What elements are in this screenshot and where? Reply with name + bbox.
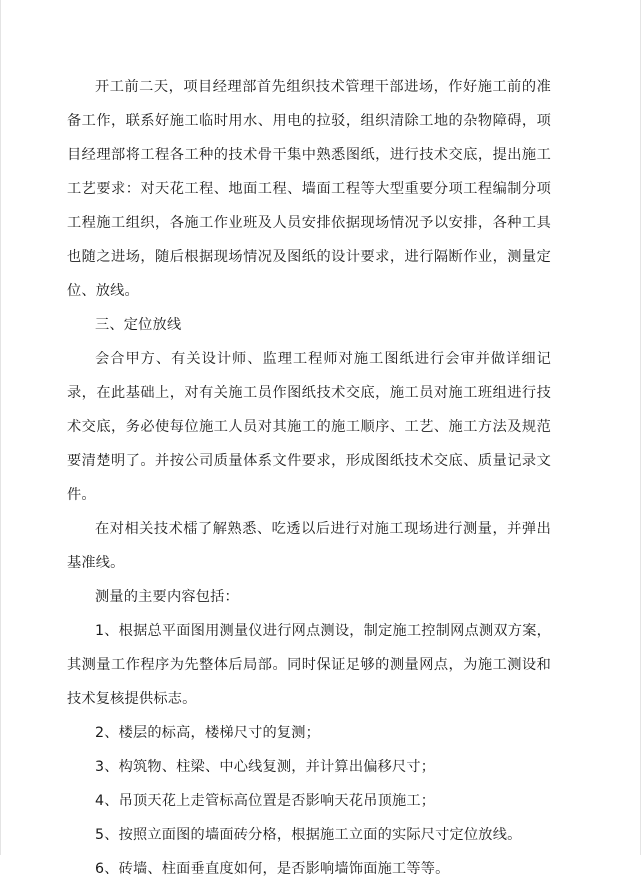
list-item: 1、根据总平面图用测量仪进行网点测设，制定施工控制网点测双方案，其测量工作程序为先整体后局部。同时保证足够的测量网点，为施工测设和技术复核提供标志。 [67, 623, 551, 707]
list-item: 3、构筑物、柱梁、中心线复测，并计算出偏移尺寸； [95, 759, 436, 775]
paragraph-preparation: 开工前二天，项目经理部首先组织技术管理干部进场，作好施工前的准备工作，联系好施工临时用水、用电的拉驳，组织清除工地的杂物障碍，项目经理部将工程各工种的技术骨干集中熟悉图纸，进行技术交底，提出施工工艺要求：对天花工程、地面工程、墙面工程等大型重要分项工程编制分项工程施工组织，各施工作业班及人员安排依据现场情况予以安排，各种工具也随之进场，随后根据现场情况及图纸的设计要求，进行隔断作业，测量定位、放线。 [67, 79, 551, 299]
list-item: 6、砖墙、柱面垂直度如何，是否影响墙饰面施工等等。 [95, 861, 450, 877]
list-item: 2、楼层的标高，楼梯尺寸的复测； [95, 725, 321, 741]
document-body [67, 70, 551, 886]
paragraph-measurement-intro: 测量的主要内容包括： [95, 589, 239, 605]
section-heading-positioning: 三、定位放线 [95, 317, 182, 333]
list-item: 4、吊顶天花上走管标高位置是否影响天花吊顶施工； [95, 793, 436, 809]
list-item: 5、按照立面图的墙面砖分格，根据施工立面的实际尺寸定位放线。 [95, 827, 522, 843]
paragraph-drawing-review: 会合甲方、有关设计师、监理工程师对施工图纸进行会审并做详细记录，在此基础上，对有关施工员作图纸技术交底，施工员对施工班组进行技术交底，务必使每位施工人员对其施工的施工顺序、工艺、施工方法及规范要清楚明了。并按公司质量体系文件要求，形成图纸技术交底、质量记录文件。 [67, 351, 551, 503]
paragraph-baseline: 在对相关技术檑了解熟悉、吃透以后进行对施工现场进行测量，并弹出基准线。 [67, 521, 551, 571]
